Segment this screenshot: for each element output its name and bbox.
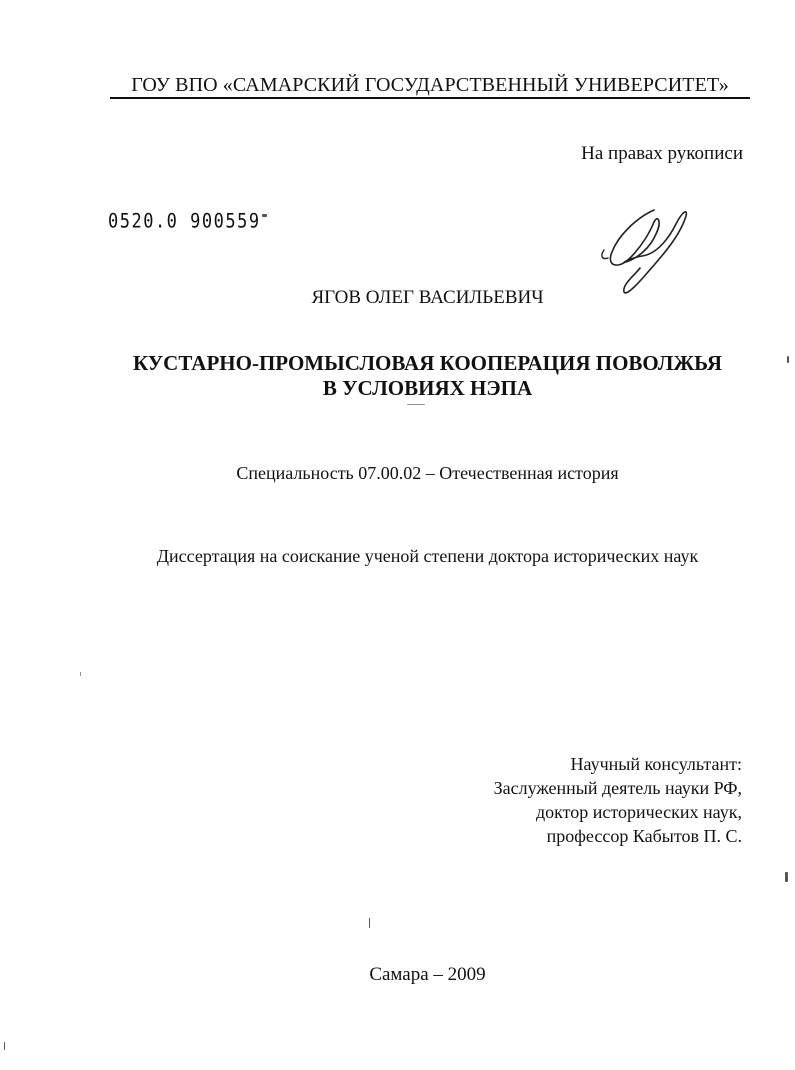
scan-speck: [369, 918, 370, 928]
scientific-advisor: [494, 752, 742, 848]
title-line-2: В УСЛОВИЯХ НЭПА: [322, 376, 533, 400]
degree-line: Диссертация на соискание ученой степени доктора исторических наук: [156, 546, 699, 566]
header-underline: [110, 97, 750, 99]
manuscript-note: На правах рукописи: [581, 143, 743, 164]
advisor-heading: Научный консультант:: [570, 754, 742, 774]
scan-speck: [80, 672, 81, 676]
scan-speck: [407, 404, 425, 405]
scan-speck: [785, 872, 788, 882]
city-year: Самара – 2009: [369, 964, 486, 985]
scan-speck: [787, 356, 789, 363]
dissertation-title: [80, 351, 775, 401]
scan-speck: [4, 1042, 5, 1050]
advisor-honor: Заслуженный деятель науки РФ,: [493, 778, 742, 798]
catalog-code: 0520.0 900559: [108, 210, 261, 234]
specialty-line: Специальность 07.00.02 – Отечественная история: [236, 463, 619, 483]
scan-speck: [262, 214, 267, 217]
author-name: ЯГОВ ОЛЕГ ВАСИЛЬЕВИЧ: [311, 287, 544, 308]
institution-name: ГОУ ВПО «САМАРСКИЙ ГОСУДАРСТВЕННЫЙ УНИВЕРСИТЕТ»: [131, 74, 729, 96]
title-line-1: КУСТАРНО-ПРОМЫСЛОВАЯ КООПЕРАЦИЯ ПОВОЛЖЬЯ: [132, 351, 723, 375]
advisor-degree: доктор исторических наук,: [536, 802, 742, 822]
advisor-name: профессор Кабытов П. С.: [546, 826, 742, 846]
